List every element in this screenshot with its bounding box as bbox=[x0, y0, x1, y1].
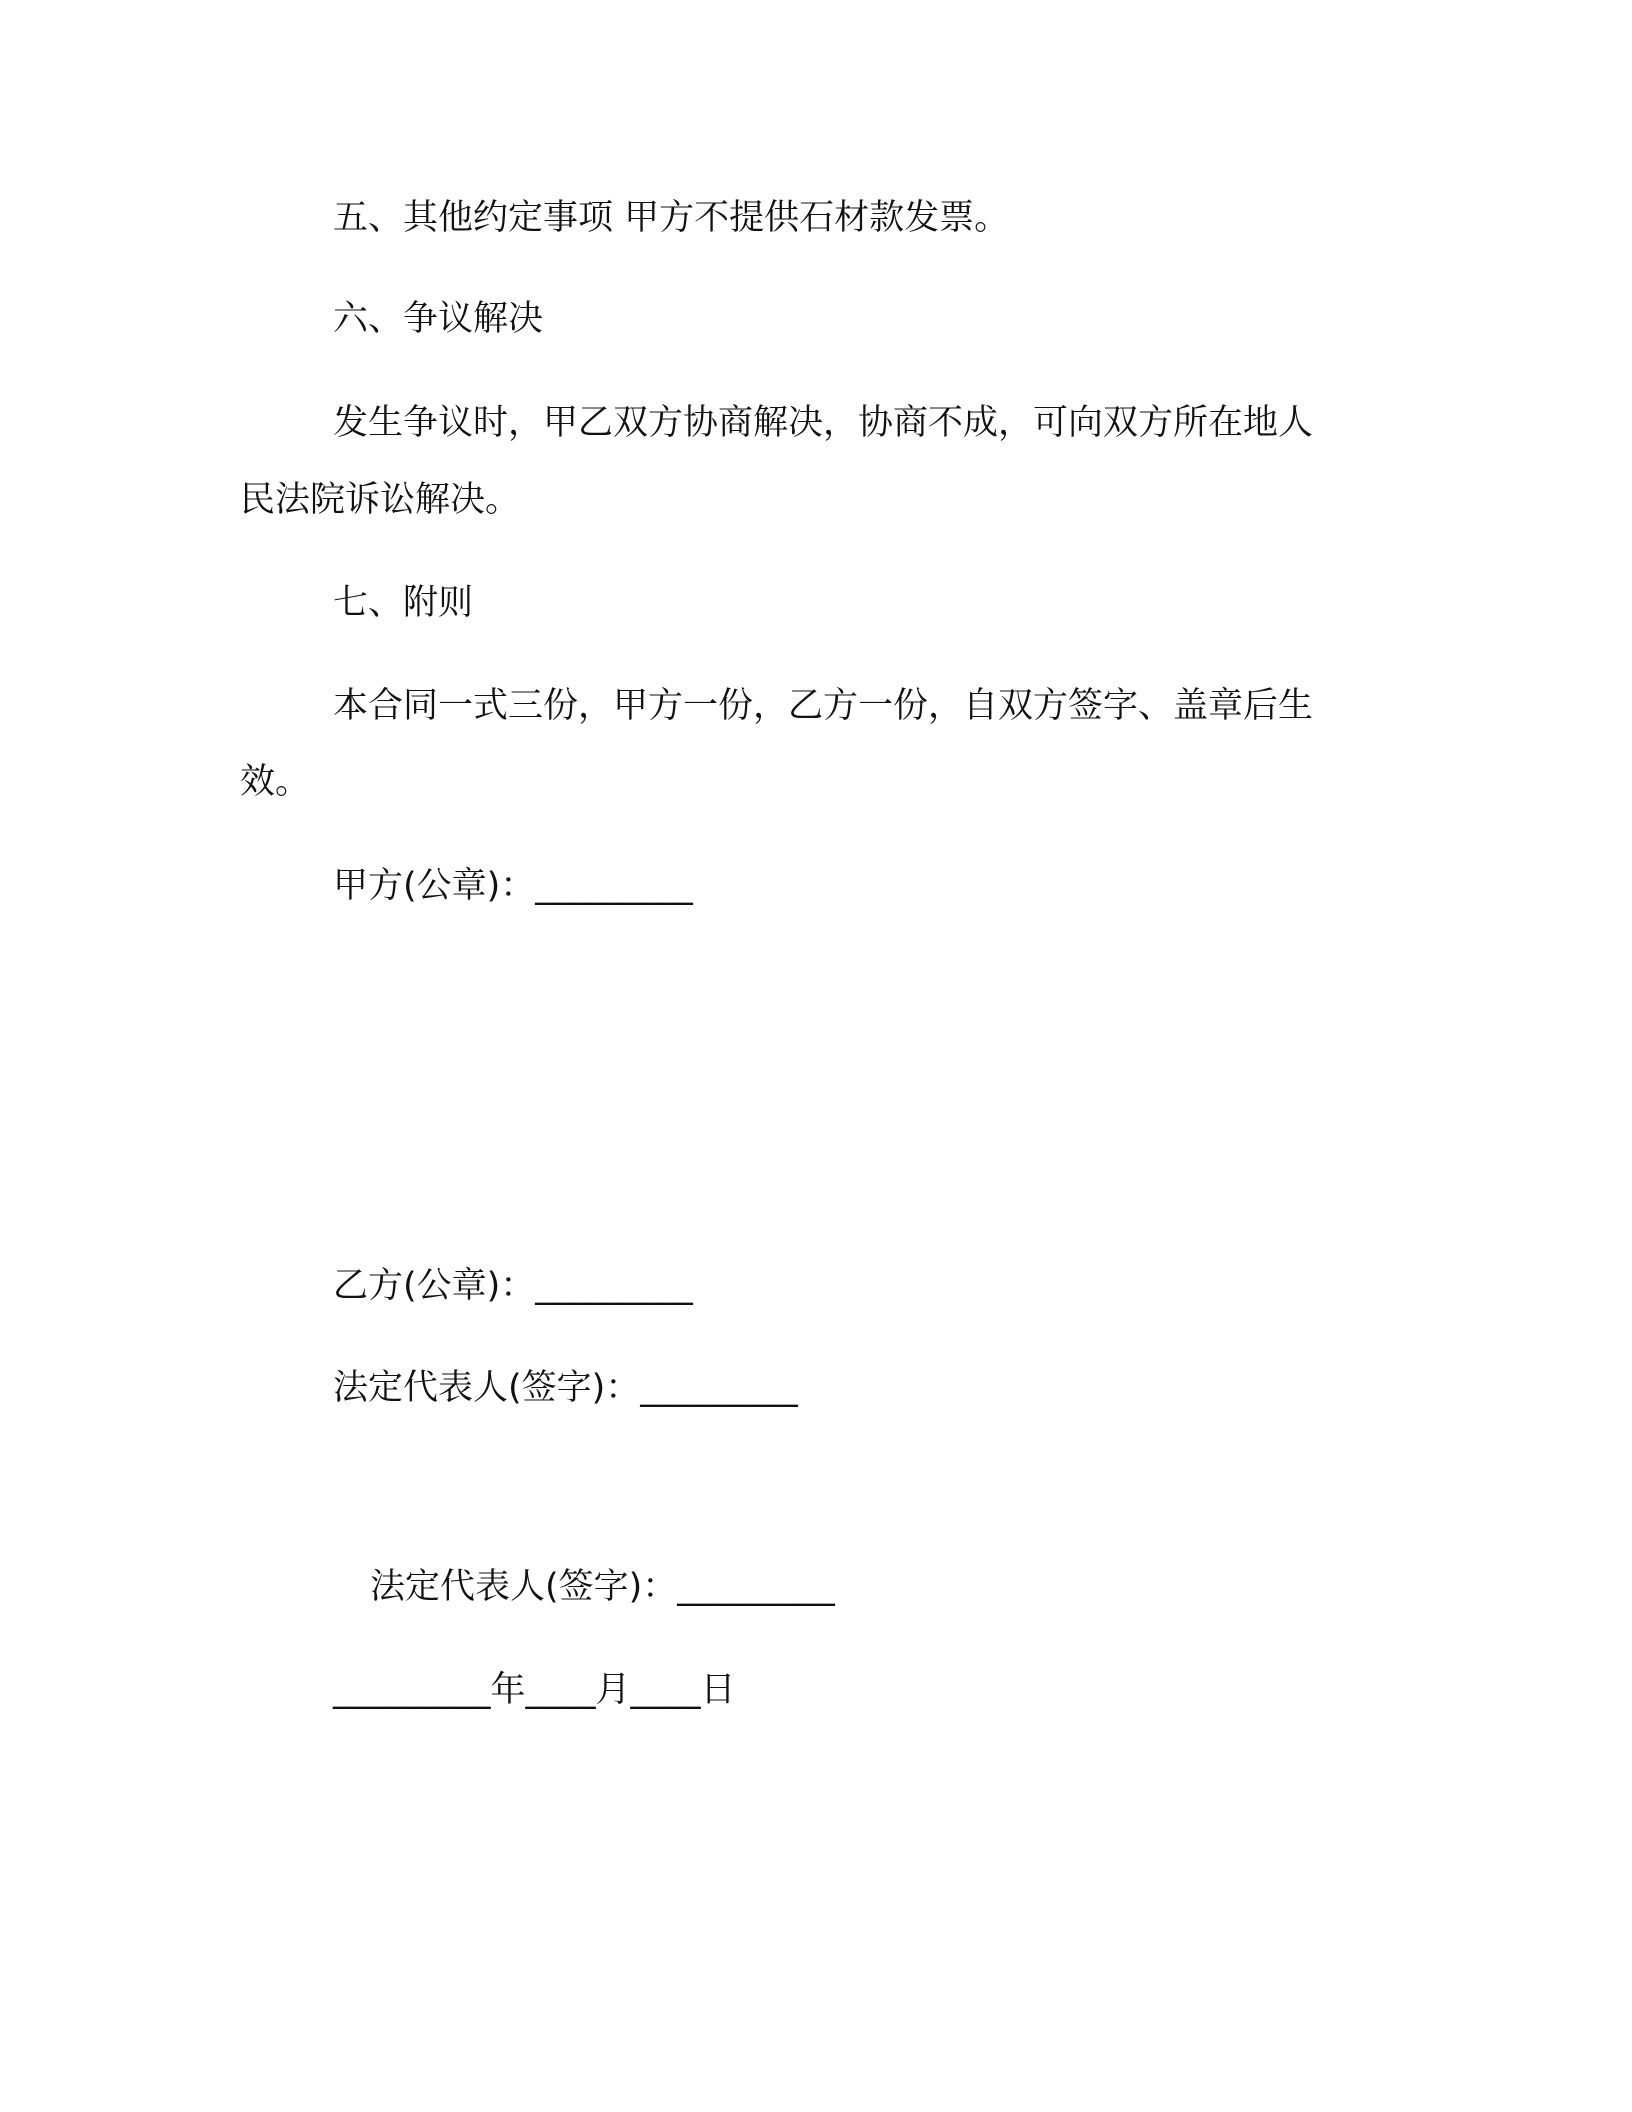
legal-representative-signature-2: 法定代表人(签字)：_________ bbox=[370, 1567, 835, 1607]
section-7-body-line-1: 本合同一式三份，甲方一份，乙方一份，自双方签字、盖章后生 bbox=[333, 686, 1314, 726]
section-5-other-terms: 五、其他约定事项 甲方不提供石材款发票。 bbox=[333, 198, 1010, 238]
section-6-body-line-1: 发生争议时，甲乙双方协商解决，协商不成，可向双方所在地人 bbox=[333, 403, 1314, 443]
party-a-seal-line: 甲方(公章)：_________ bbox=[333, 866, 693, 906]
section-6-body-line-2: 民法院诉讼解决。 bbox=[240, 480, 521, 520]
section-6-heading: 六、争议解决 bbox=[333, 299, 544, 339]
legal-representative-signature-1: 法定代表人(签字)：_________ bbox=[333, 1368, 798, 1408]
party-b-seal-line: 乙方(公章)：_________ bbox=[333, 1266, 693, 1306]
section-7-heading: 七、附则 bbox=[333, 583, 474, 623]
section-7-body-line-2: 效。 bbox=[240, 762, 311, 802]
date-line: _________年____月____日 bbox=[333, 1670, 736, 1710]
